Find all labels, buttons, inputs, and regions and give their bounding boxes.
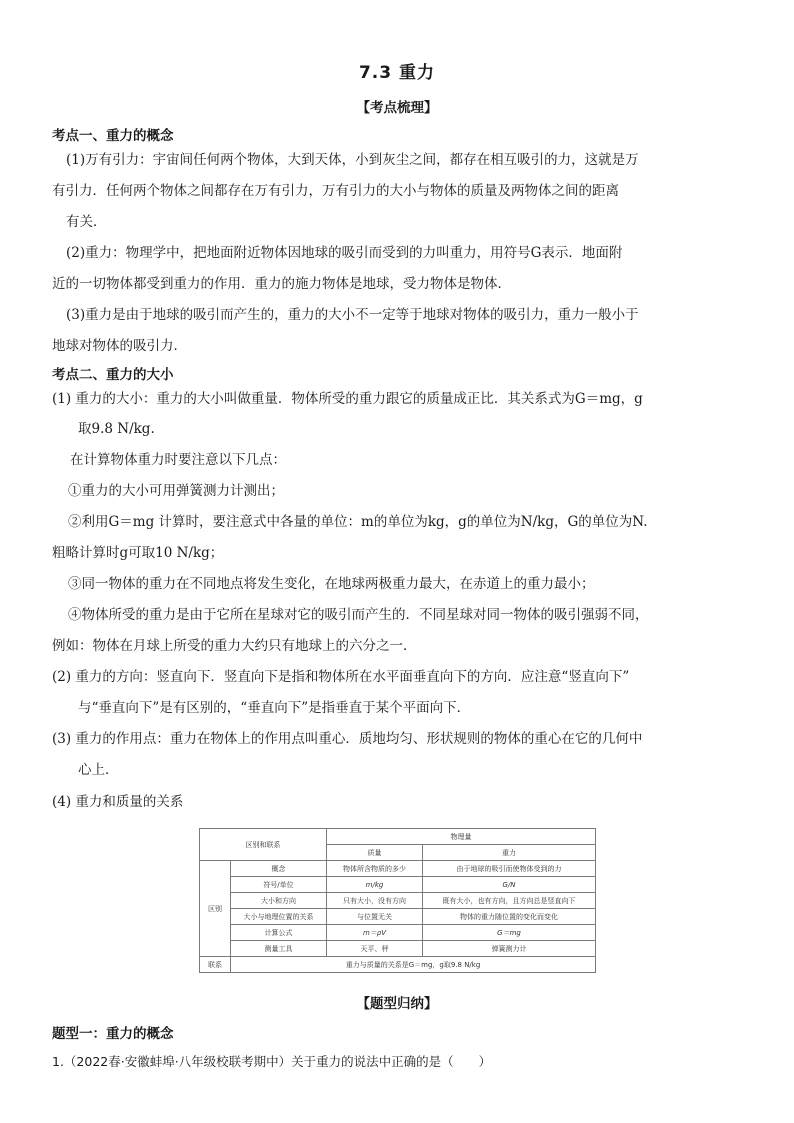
paragraph-line: 有关． bbox=[66, 214, 107, 230]
table-cell-gravity: G＝mg bbox=[423, 925, 596, 941]
paragraph-line: (4) 重力和质量的关系 bbox=[52, 794, 184, 810]
table-row-label: 大小和方向 bbox=[231, 893, 327, 909]
question-type-1-heading: 题型一：重力的概念 bbox=[52, 1026, 174, 1042]
question-1: 1.（2022春·安徽蚌埠·八年级校联考期中）关于重力的说法中正确的是（ ） bbox=[52, 1054, 492, 1069]
table-cell-mass: m/kg bbox=[327, 877, 423, 893]
table-cell-gravity: 由于地球的吸引而使物体受到的力 bbox=[423, 861, 596, 877]
table-header-gravity: 重力 bbox=[423, 845, 596, 861]
table-row-label: 计算公式 bbox=[231, 925, 327, 941]
paragraph-line: ②利用G＝mg 计算时，要注意式中各量的单位：m的单位为kg，g的单位为N/kg，G的单位为N. bbox=[68, 514, 648, 530]
paragraph-line: (2) 重力的方向：竖直向下．竖直向下是指和物体所在水平面垂直向下的方向．应注意“竖直向下” bbox=[52, 669, 630, 685]
paragraph-line: 取9.8 N/kg. bbox=[78, 421, 155, 437]
paragraph-line: (1)万有引力：宇宙间任何两个物体，大到天体，小到灰尘之间，都存在相互吸引的力，这就是万 bbox=[66, 152, 639, 168]
paragraph-line: 粗略计算时g可取10 N/kg； bbox=[52, 545, 224, 561]
table-cell-gravity: 既有大小，也有方向，且方向总是竖直向下 bbox=[423, 893, 596, 909]
paragraph-line: 例如：物体在月球上所受的重力大约只有地球上的六分之一． bbox=[52, 638, 417, 654]
table-group-header: 物理量 bbox=[327, 829, 596, 845]
table-row-label: 大小与地理位置的关系 bbox=[231, 909, 327, 925]
section-heading-key-points: 【考点梳理】 bbox=[356, 100, 438, 116]
paragraph-line: (3)重力是由于地球的吸引而产生的，重力的大小不一定等于地球对物体的吸引力，重力一般小于 bbox=[66, 307, 639, 323]
paragraph-line: ③同一物体的重力在不同地点将发生变化，在地球两极重力最大，在赤道上的重力最小； bbox=[68, 576, 595, 592]
paragraph-line: (1) 重力的大小：重力的大小叫做重量．物体所受的重力跟它的质量成正比．其关系式为G＝mg，g bbox=[52, 391, 643, 407]
paragraph-line: 在计算物体重力时要注意以下几点： bbox=[70, 452, 286, 468]
table-cell-gravity: G/N bbox=[423, 877, 596, 893]
paragraph-line: 地球对物体的吸引力． bbox=[52, 338, 187, 354]
section-heading-question-types: 【题型归纳】 bbox=[356, 996, 438, 1012]
table-cell-mass: 与位置无关 bbox=[327, 909, 423, 925]
page-title: 7.3 重力 bbox=[358, 63, 436, 83]
table-diff-label: 区别 bbox=[200, 861, 231, 957]
table-header-mass: 质量 bbox=[327, 845, 423, 861]
paragraph-line: (2)重力：物理学中，把地面附近物体因地球的吸引而受到的力叫重力，用符号G表示．地面附 bbox=[66, 245, 623, 261]
table-cell-gravity: 弹簧测力计 bbox=[423, 941, 596, 957]
paragraph-line: 近的一切物体都受到重力的作用．重力的施力物体是地球，受力物体是物体． bbox=[52, 276, 511, 292]
table-cell-mass: 只有大小，没有方向 bbox=[327, 893, 423, 909]
table-cell-mass: 物体所含物质的多少 bbox=[327, 861, 423, 877]
paragraph-line: ①重力的大小可用弹簧测力计测出； bbox=[68, 483, 284, 499]
table-cell-gravity: 物体的重力随位置的变化而变化 bbox=[423, 909, 596, 925]
paragraph-line: 与“垂直向下”是有区别的，“垂直向下”是指垂直于某个平面向下． bbox=[78, 700, 471, 716]
table-link-label: 联系 bbox=[200, 957, 231, 973]
key-point-1-heading: 考点一、重力的概念 bbox=[52, 128, 174, 144]
paragraph-line: ④物体所受的重力是由于它所在星球对它的吸引而产生的．不同星球对同一物体的吸引强弱不同， bbox=[68, 607, 649, 623]
paragraph-line: (3) 重力的作用点：重力在物体上的作用点叫重心．质地均匀、形状规则的物体的重心在它的几何中 bbox=[52, 731, 643, 747]
gravity-mass-comparison-table bbox=[199, 828, 596, 973]
table-corner-cell: 区别和联系 bbox=[200, 829, 327, 861]
key-point-2-heading: 考点二、重力的大小 bbox=[52, 367, 174, 383]
table-link-text: 重力与质量的关系是G＝mg，g取9.8 N/kg bbox=[231, 957, 596, 973]
paragraph-line: 心上． bbox=[78, 762, 119, 778]
table-row-label: 符号/单位 bbox=[231, 877, 327, 893]
table-row-label: 概念 bbox=[231, 861, 327, 877]
paragraph-line: 有引力．任何两个物体之间都存在万有引力，万有引力的大小与物体的质量及两物体之间的距离 bbox=[52, 183, 619, 199]
table-row-label: 测量工具 bbox=[231, 941, 327, 957]
table-cell-mass: 天平、秤 bbox=[327, 941, 423, 957]
table-cell-mass: m＝ρV bbox=[327, 925, 423, 941]
